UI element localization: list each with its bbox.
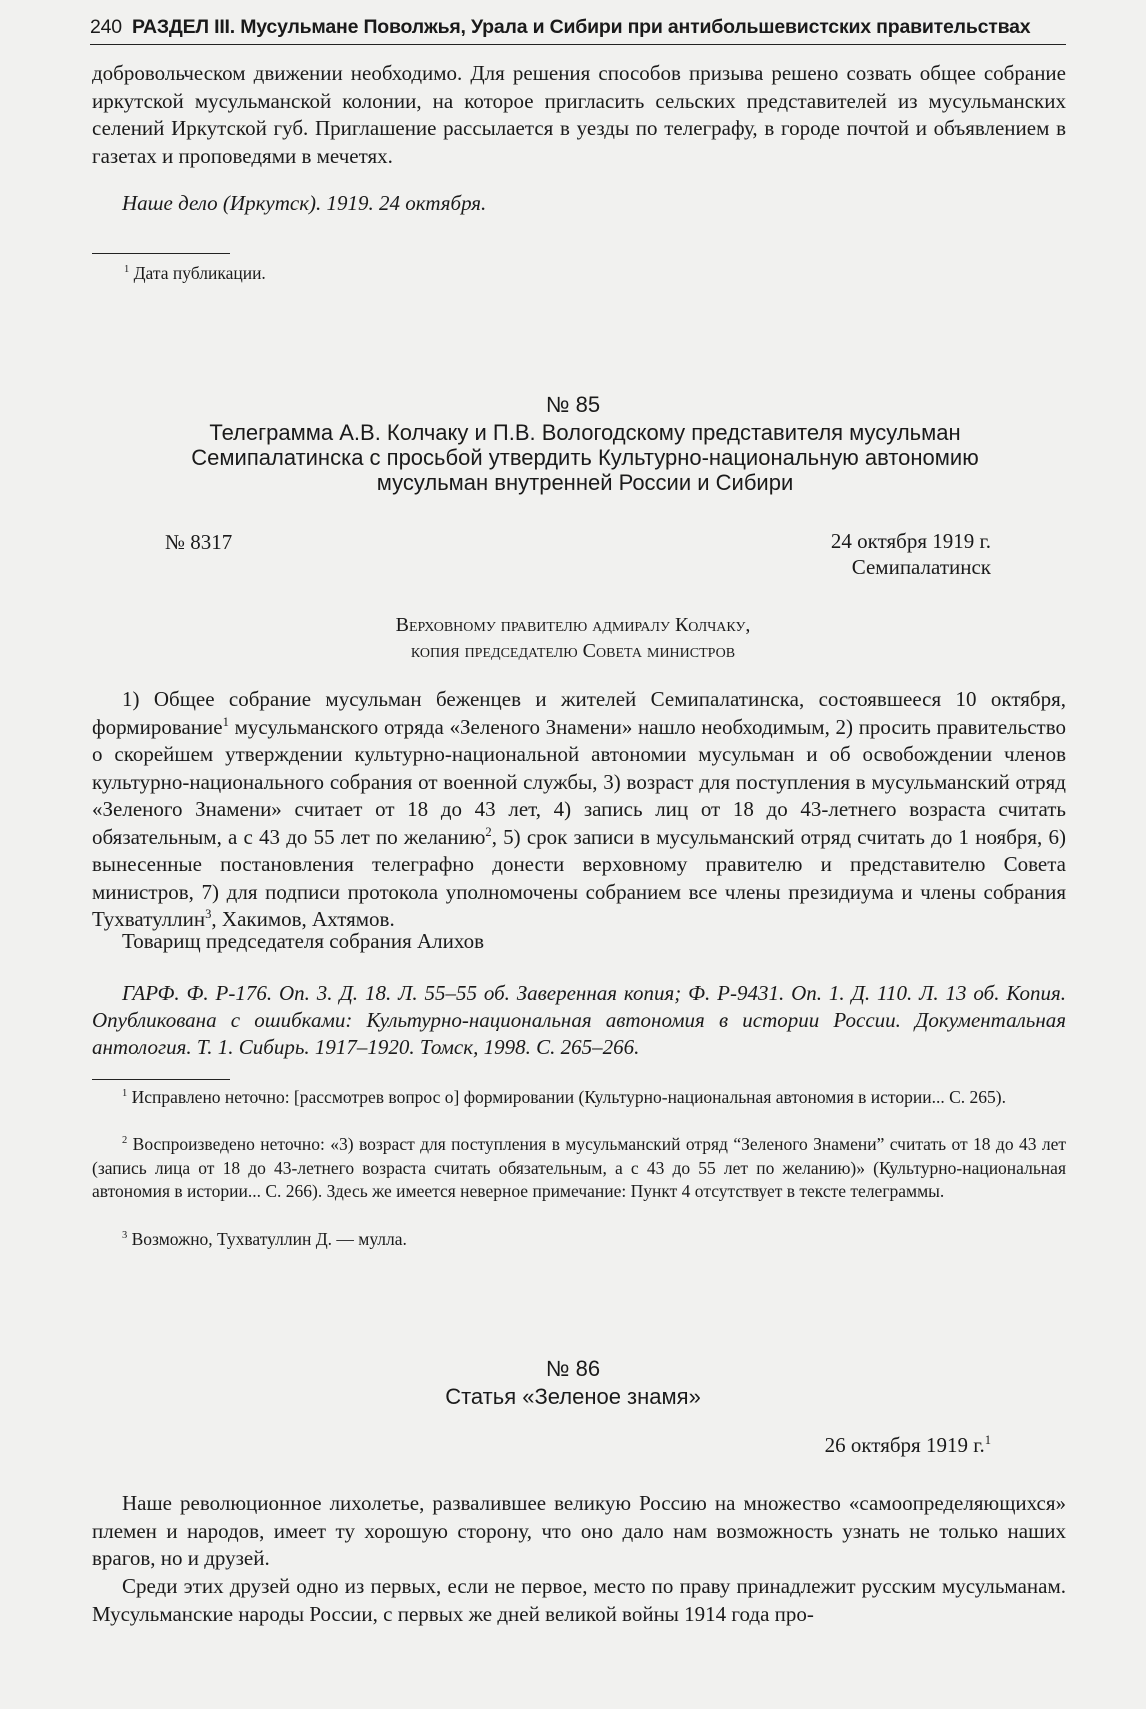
prev-doc-source <box>92 190 1066 217</box>
doc85-body-part4: , Хакимов, Ахтямов. <box>211 907 395 931</box>
doc85-signature: Товарищ председателя собрания Алихов <box>122 929 485 953</box>
doc85-title-line3: мусульман внутренней России и Сибири <box>376 470 794 495</box>
footnote-1-text: Исправлено неточно: [рассмотрев вопрос о] формировании (Культурно-национальная автономия в истории... С. 265). <box>131 1087 1006 1107</box>
footnote-3-text: Возможно, Тухватуллин Д. — мулла. <box>131 1229 407 1249</box>
doc85-body-sup2: 2 <box>485 824 492 839</box>
doc85-date-place <box>831 528 991 580</box>
doc85-title-line1: Телеграмма А.В. Колчаку и П.В. Вологодскому представителя мусульман <box>209 420 961 445</box>
prev-doc-source-text: Наше дело (Иркутск). 1919. 24 октября. <box>122 191 487 215</box>
running-header <box>90 16 1066 39</box>
doc85-address-line1: Верховному правителю адмиралу Колчаку, <box>395 614 751 636</box>
doc86-date-sup: 1 <box>984 1433 991 1447</box>
doc85-body-part1: 1) Общее собрание мусульман беженцев и жителей Семипалатинска, состоявшееся 10 октября, формирование <box>92 687 1066 739</box>
doc85-address-line2: копия председателю Совета министров <box>410 640 736 662</box>
doc85-footnote-3 <box>92 1228 1066 1252</box>
page-number: 240 <box>90 16 122 38</box>
doc85-footnote-rule <box>92 1079 230 1080</box>
doc85-address <box>0 612 1146 664</box>
doc85-number: № 85 <box>545 392 601 417</box>
doc86-title: Статья «Зеленое знамя» <box>445 1384 701 1409</box>
doc86-date <box>825 1432 991 1458</box>
doc85-title-line2: Семипалатинска с просьбой утвердить Культурно-национальную автономию <box>191 445 979 470</box>
doc85-place: Семипалатинск <box>851 555 991 579</box>
doc85-footnote-1 <box>92 1086 1066 1110</box>
doc85-body <box>92 686 1066 934</box>
prev-doc-paragraph: добровольческом движении необходимо. Для решения способов призыва решено созвать общее собрание иркутской мусульманской колонии, на которое пригласить сельских представителей из мусульманских селений Иркутской губ. Приглашение рассылается в уезды по телеграфу, в городе почтой и объявлением в газетах и проповедями в мечетях. <box>92 61 1066 168</box>
doc86-paragraph-1: Наше революционное лихолетье, развалившее великую Россию на множество «самоопределяющихся» племен и народов, имеет ту хорошую сторону, что оно дало нам возможность узнать не только наших врагов, но и друзей. <box>92 1491 1066 1570</box>
doc85-title <box>140 420 1030 495</box>
footnote-1-marker: 1 <box>122 1088 128 1100</box>
running-title: РАЗДЕЛ III. Мусульмане Поволжья, Урала и Сибири при антибольшевистских правительствах <box>131 16 1031 38</box>
doc85-footnote-2 <box>92 1133 1066 1204</box>
doc86-paragraph-2: Среди этих друзей одно из первых, если не первое, место по праву принадлежит русским мусульманам. Мусульманские народы России, с первых же дней великой войны 1914 года про- <box>92 1574 1066 1626</box>
footnote-3-marker: 3 <box>122 1230 128 1242</box>
doc85-body-part3: , 5) срок записи в мусульманский отряд считать до 1 ноября, 6) вынесенные постановления телеграфно донести верховному правителю и представителю Совета министров, 7) для подписи протокола уполномочены собранием все члены президиума и члены собрания Тухватуллин <box>92 824 1066 931</box>
footnote-marker: 1 <box>124 264 130 276</box>
doc85-body-sup1: 1 <box>222 714 229 729</box>
prev-doc-footnote <box>92 262 1066 286</box>
doc85-body-part2: мусульманского отряда «Зеленого Знамени» нашло необходимым, 2) просить правительство о скорейшем утверждении культурно-национальной автономии мусульман и об освобождении членов культурно-национального собрания от военной службы, 3) возраст для поступления в мусульманский отряд «Зеленого Знамени» считает от 18 до 43 лет, 4) запись лиц от 18 до 43-летнего возраста считать обязательным, а с 43 до 55 лет по желанию <box>92 714 1066 849</box>
doc85-source: ГАРФ. Ф. Р-176. Оп. 3. Д. 18. Л. 55–55 об. Заверенная копия; Ф. Р-9431. Оп. 1. Д. 110. Л. 13 об. Копия. Опубликована с ошибками: Культурно-национальная автономия в истории России. Документальная антология. Т. 1. Сибирь. 1917–1920. Томск, 1998. С. 265–266. <box>92 981 1066 1059</box>
header-rule <box>90 44 1066 45</box>
doc85-registry: № 8317 <box>165 530 233 554</box>
footnote-rule <box>92 253 230 254</box>
footnote-text: Дата публикации. <box>133 263 266 283</box>
doc86-number: № 86 <box>545 1356 601 1381</box>
footnote-2-marker: 2 <box>122 1135 128 1147</box>
footnote-2-text: Воспроизведено неточно: «3) возраст для поступления в мусульманский отряд “Зеленого Знамени” считать от 18 до 43 лет (запись лица от 18 до 43-летнего возраста считать обязательным, а с 43 до 55 лет по желанию)» (Культурно-национальная автономия в истории... С. 266). Здесь же имеется неверное примечание: Пункт 4 отсутствует в тексте телеграммы. <box>92 1134 1066 1201</box>
doc86-date-text: 26 октября 1919 г. <box>824 1433 985 1457</box>
doc85-body-sup3: 3 <box>205 907 212 921</box>
doc85-date: 24 октября 1919 г. <box>830 529 991 553</box>
